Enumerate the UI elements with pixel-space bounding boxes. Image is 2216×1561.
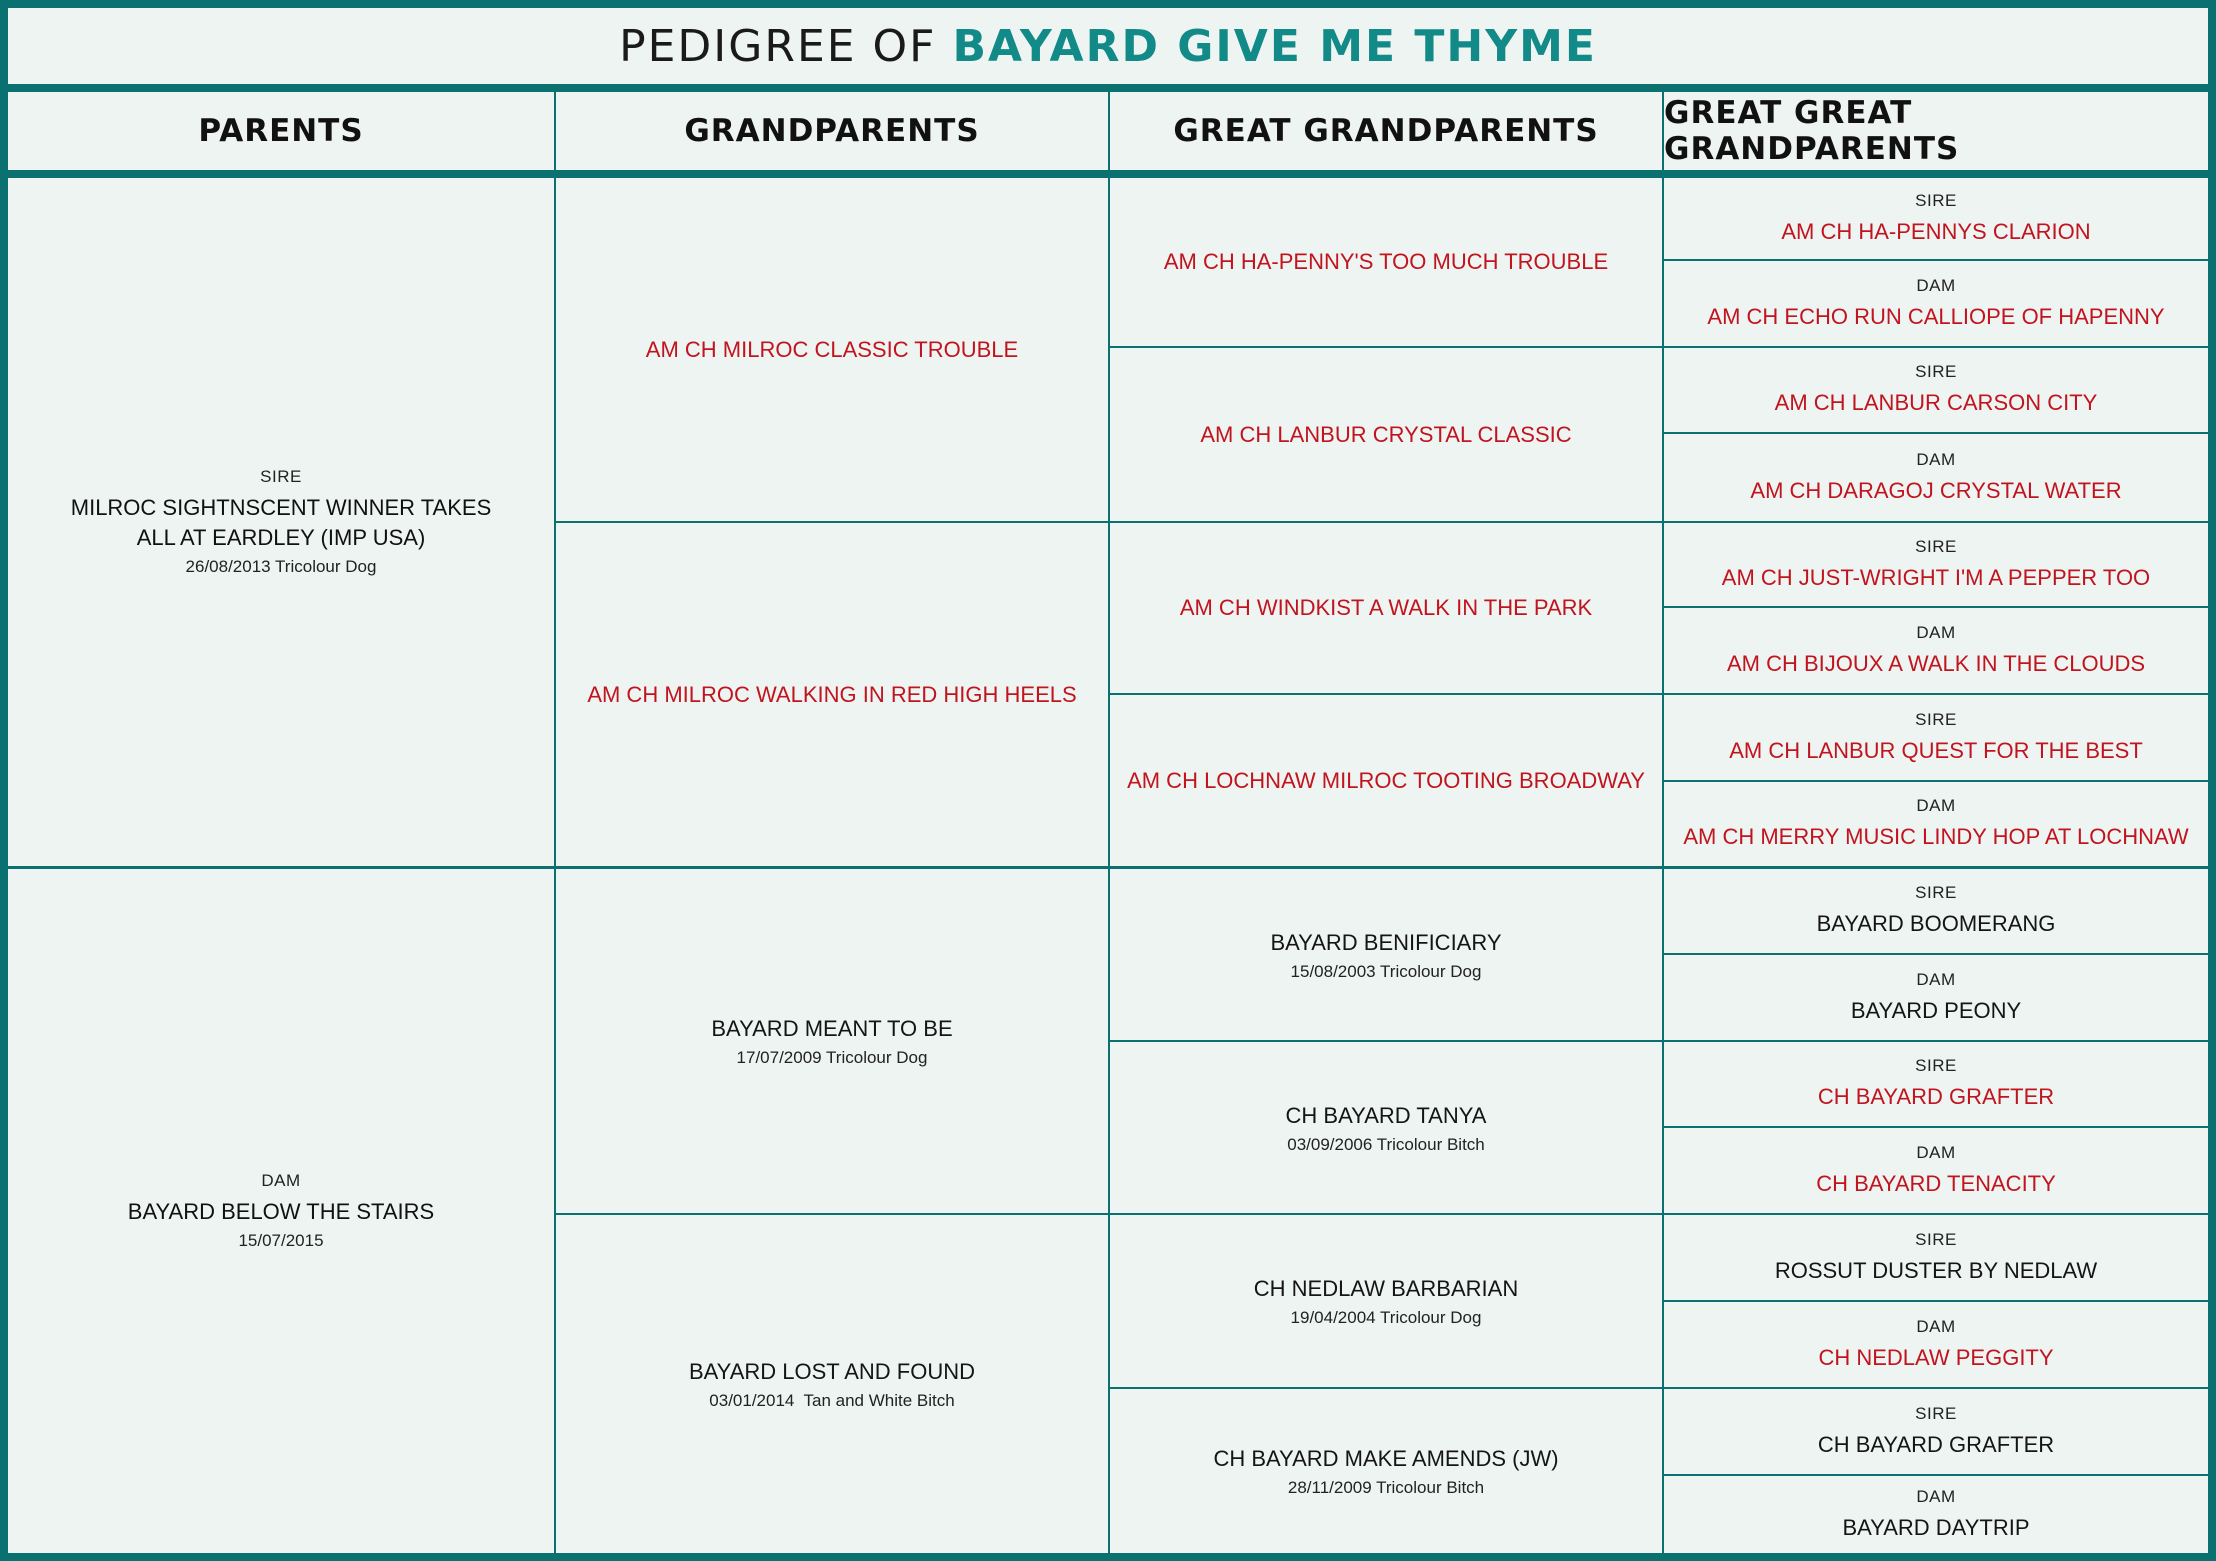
ggp-role: DAM bbox=[1916, 449, 1956, 469]
great-grandparent-name: AM CH LOCHNAW MILROC TOOTING BROADWAY bbox=[1127, 767, 1645, 793]
great-grandparent-cell bbox=[1110, 178, 1662, 346]
ggp-name: AM CH BIJOUX A WALK IN THE CLOUDS bbox=[1726, 650, 2146, 676]
grandparent-name: AM CH MILROC WALKING IN RED HIGH HEELS bbox=[587, 681, 1077, 707]
great-great-grandparent-cell bbox=[1664, 608, 2208, 693]
great-grandparent-cell bbox=[1110, 869, 1662, 1040]
grandparent-name: BAYARD LOST AND FOUND bbox=[688, 1359, 976, 1384]
ggp-role: DAM bbox=[1916, 622, 1956, 642]
ggp-role: DAM bbox=[1916, 275, 1956, 295]
grandparent-details: 17/07/2009 Tricolour Dog bbox=[736, 1048, 928, 1067]
great-grandparent-name: AM CH LANBUR CRYSTAL CLASSIC bbox=[1200, 421, 1572, 447]
ggp-name: AM CH LANBUR CARSON CITY bbox=[1774, 390, 2098, 415]
great-grandparent-cell bbox=[1110, 1215, 1662, 1387]
parent-dam-cell bbox=[8, 869, 554, 1553]
ggp-name: CH BAYARD GRAFTER bbox=[1817, 1084, 2055, 1109]
grandparent-cell bbox=[556, 178, 1108, 521]
ggp-name: BAYARD BOOMERANG bbox=[1816, 911, 2056, 936]
ggp-role: DAM bbox=[1916, 1316, 1956, 1336]
great-grandparent-name: CH BAYARD TANYA bbox=[1285, 1102, 1487, 1128]
great-great-grandparent-cell bbox=[1664, 1215, 2208, 1300]
ggp-name: CH NEDLAW PEGGITY bbox=[1818, 1344, 2054, 1370]
parent-sire-details: 26/08/2013 Tricolour Dog bbox=[185, 557, 377, 576]
great-great-grandparent-cell bbox=[1664, 523, 2208, 606]
parent-dam-name: BAYARD BELOW THE STAIRS bbox=[127, 1199, 435, 1224]
great-grandparent-name: AM CH HA-PENNY'S TOO MUCH TROUBLE bbox=[1163, 249, 1609, 274]
great-grandparent-cell bbox=[1110, 695, 1662, 866]
ggp-role: SIRE bbox=[1915, 1229, 1957, 1249]
great-grandparent-name: CH BAYARD MAKE AMENDS (JW) bbox=[1213, 1446, 1559, 1471]
column-header-parents: PARENTS bbox=[198, 113, 364, 149]
ggp-role: SIRE bbox=[1915, 1403, 1957, 1423]
great-great-grandparent-cell bbox=[1664, 261, 2208, 346]
grandparent-details: 03/01/2014 Tan and White Bitch bbox=[709, 1391, 955, 1410]
great-grandparent-cell bbox=[1110, 523, 1662, 693]
ggp-name: AM CH LANBUR QUEST FOR THE BEST bbox=[1729, 737, 2143, 763]
column-header-grandparents: GRANDPARENTS bbox=[684, 113, 980, 149]
ggp-role: DAM bbox=[1916, 1486, 1956, 1506]
ggp-role: DAM bbox=[1916, 796, 1956, 815]
ggp-name: AM CH DARAGOJ CRYSTAL WATER bbox=[1750, 477, 2122, 503]
great-grandparent-name: CH NEDLAW BARBARIAN bbox=[1253, 1276, 1519, 1301]
great-grandparent-name: AM CH WINDKIST A WALK IN THE PARK bbox=[1179, 595, 1593, 620]
great-great-grandparent-cell bbox=[1664, 955, 2208, 1040]
ggp-name: AM CH MERRY MUSIC LINDY HOP AT LOCHNAW bbox=[1683, 824, 2189, 849]
ggp-name: ROSSUT DUSTER BY NEDLAW bbox=[1774, 1257, 2098, 1283]
grandparent-name: AM CH MILROC CLASSIC TROUBLE bbox=[645, 336, 1019, 362]
ggp-role: SIRE bbox=[1915, 1056, 1957, 1075]
great-grandparent-details: 19/04/2004 Tricolour Dog bbox=[1290, 1308, 1482, 1327]
great-grandparent-details: 28/11/2009 Tricolour Bitch bbox=[1287, 1478, 1485, 1497]
ggp-name: AM CH JUST-WRIGHT I'M A PEPPER TOO bbox=[1721, 564, 2151, 590]
great-grandparent-cell bbox=[1110, 1042, 1662, 1213]
great-great-grandparent-cell bbox=[1664, 178, 2208, 259]
title-dog-name: BAYARD GIVE ME THYME bbox=[952, 20, 1597, 72]
grandparent-cell bbox=[556, 869, 1108, 1213]
great-great-grandparent-cell bbox=[1664, 1042, 2208, 1126]
great-grandparent-cell bbox=[1110, 348, 1662, 521]
sire-label: SIRE bbox=[260, 467, 302, 486]
dam-label: DAM bbox=[261, 1171, 301, 1190]
great-great-grandparent-cell bbox=[1664, 1302, 2208, 1387]
grandparent-cell bbox=[556, 523, 1108, 866]
ggp-name: AM CH HA-PENNYS CLARION bbox=[1781, 218, 2091, 244]
great-grandparent-cell bbox=[1110, 1389, 1662, 1553]
great-great-grandparent-cell bbox=[1664, 1128, 2208, 1213]
ggp-name: CH BAYARD TENACITY bbox=[1816, 1170, 2056, 1196]
column-header-great-grandparents: GREAT GRANDPARENTS bbox=[1173, 113, 1599, 149]
great-great-grandparent-cell bbox=[1664, 782, 2208, 866]
ggp-role: SIRE bbox=[1915, 536, 1957, 556]
column-header-great-great-grandparents: GREAT GREAT GRANDPARENTS bbox=[1664, 95, 1960, 167]
great-great-grandparent-cell bbox=[1664, 1476, 2208, 1553]
ggp-role: SIRE bbox=[1915, 362, 1957, 381]
grandparent-cell bbox=[556, 1215, 1108, 1553]
ggp-name: CH BAYARD GRAFTER bbox=[1817, 1431, 2055, 1457]
grandparent-name: BAYARD MEANT TO BE bbox=[711, 1016, 953, 1041]
ggp-role: DAM bbox=[1916, 1142, 1956, 1162]
page-title bbox=[8, 8, 2208, 84]
great-grandparent-name: BAYARD BENIFICIARY bbox=[1270, 929, 1502, 955]
ggp-name: BAYARD DAYTRIP bbox=[1842, 1514, 2030, 1540]
great-great-grandparent-cell bbox=[1664, 1389, 2208, 1474]
great-great-grandparent-cell bbox=[1664, 348, 2208, 432]
title-divider bbox=[8, 84, 2208, 92]
title-prefix: PEDIGREE OF bbox=[619, 20, 937, 72]
ggp-name: BAYARD PEONY bbox=[1850, 997, 2022, 1023]
ggp-role: SIRE bbox=[1915, 709, 1957, 729]
parent-sire-name: MILROC SIGHTNSCENT WINNER TAKES ALL AT EARDLEY (IMP USA) bbox=[70, 495, 492, 550]
great-great-grandparent-cell bbox=[1664, 869, 2208, 953]
great-grandparent-details: 03/09/2006 Tricolour Bitch bbox=[1287, 1134, 1485, 1154]
ggp-role: SIRE bbox=[1915, 883, 1957, 902]
great-great-grandparent-cell bbox=[1664, 434, 2208, 521]
parent-dam-details: 15/07/2015 bbox=[238, 1231, 324, 1250]
ggp-role: DAM bbox=[1916, 969, 1956, 989]
ggp-name: AM CH ECHO RUN CALLIOPE OF HAPENNY bbox=[1707, 303, 2165, 329]
great-great-grandparent-cell bbox=[1664, 695, 2208, 780]
great-grandparent-details: 15/08/2003 Tricolour Dog bbox=[1290, 961, 1482, 981]
parent-sire-cell bbox=[8, 178, 554, 866]
ggp-role: SIRE bbox=[1915, 190, 1957, 210]
